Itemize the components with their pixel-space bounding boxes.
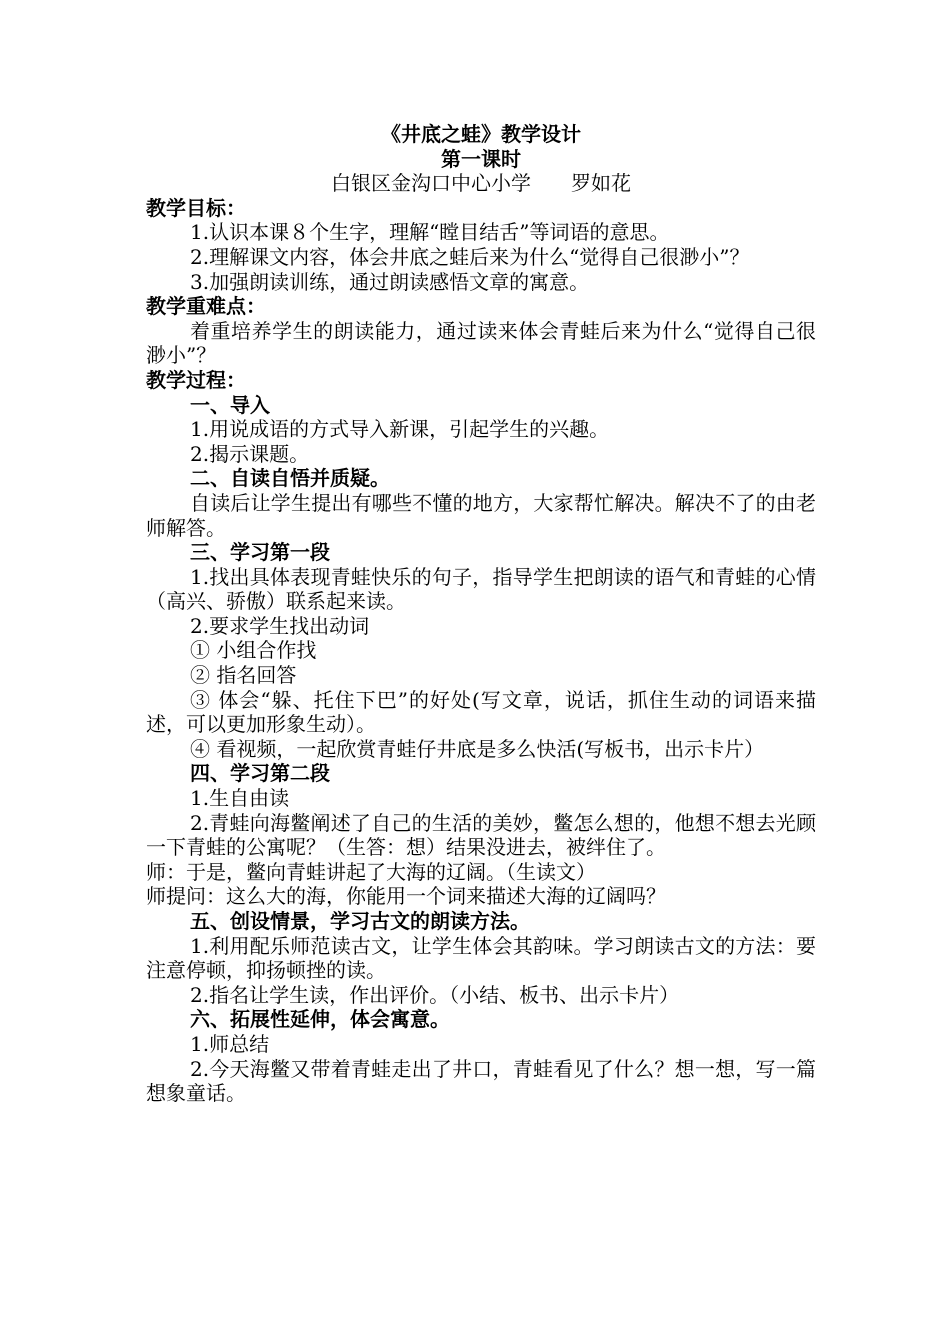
section-heading: 四、学习第二段 [190,761,330,786]
section-paragraph: 1.找出具体表现青蛙快乐的句子，指导学生把朗读的语气和青蛙的心情（高兴、骄傲）联系起来读。 [146,564,816,614]
section-line: 2.揭示课题。 [190,441,310,466]
section-line: 1.师总结 [190,1031,270,1056]
section-paragraph: 2.青蛙向海鳖阐述了自己的生活的美妙，鳖怎么想的，他想不想去光顾一下青蛙的公寓呢？（生答：想）结果没进去，被绊住了。 [146,810,816,860]
section-line: 2.指名让学生读，作出评价。（小结、板书、出示卡片） [190,982,680,1007]
process-heading: 教学过程： [146,367,246,392]
lesson-subtitle: 第一课时 [441,146,521,171]
section-line: ④ 看视频，一起欣赏青蛙仔井底是多么快活(写板书，出示卡片） [190,736,765,761]
section-heading: 五、创设情景，学习古文的朗读方法。 [190,909,530,933]
section-paragraph: 自读后让学生提出有哪些不懂的地方，大家帮忙解决。解决不了的由老师解答。 [146,490,816,540]
objectives-heading: 教学目标： [146,195,246,220]
section-line: 师：于是，鳖向青蛙讲起了大海的辽阔。（生读文） [146,859,596,884]
section-heading: 一、导入 [190,392,270,417]
objective-item: 1.认识本课８个生字，理解“瞠目结舌”等词语的意思。 [190,220,670,245]
section-line: 1.生自由读 [190,786,290,811]
document-title: 《井底之蛙》教学设计 [381,122,581,146]
section-paragraph: ③ 体会“躲、托住下巴”的好处(写文章，说话，抓住生动的词语来描述，可以更加形象生动）。 [146,687,816,737]
section-line: ① 小组合作找 [190,638,317,663]
objective-item: 3.加强朗读训练，通过朗读感悟文章的寓意。 [190,269,590,294]
section-heading: 六、拓展性延伸，体会寓意。 [190,1007,450,1032]
key-points-heading: 教学重难点： [146,294,266,319]
section-line: 2.要求学生找出动词 [190,613,370,638]
section-heading: 三、学习第一段 [190,540,330,565]
section-paragraph: 2.今天海鳖又带着青蛙走出了井口，青蛙看见了什么？想一想，写一篇想象童话。 [146,1056,816,1106]
section-paragraph: 1.利用配乐师范读古文，让学生体会其韵味。学习朗读古文的方法：要注意停顿，抑扬顿挫的读。 [146,933,816,983]
section-line: 师提问：这么大的海，你能用一个词来描述大海的辽阔吗？ [146,884,666,909]
objective-item: 2.理解课文内容，体会井底之蛙后来为什么“觉得自己很渺小”？ [190,244,750,269]
key-points-text: 着重培养学生的朗读能力，通过读来体会青蛙后来为什么“觉得自己很渺小”？ [146,318,816,368]
section-line: 1.用说成语的方式导入新课，引起学生的兴趣。 [190,417,610,442]
document-page [146,122,816,1106]
section-heading: 二、自读自悟并质疑。 [190,466,390,491]
author-line: 白银区金沟口中心小学 罗如花 [331,171,631,196]
section-line: ② 指名回答 [190,663,297,688]
